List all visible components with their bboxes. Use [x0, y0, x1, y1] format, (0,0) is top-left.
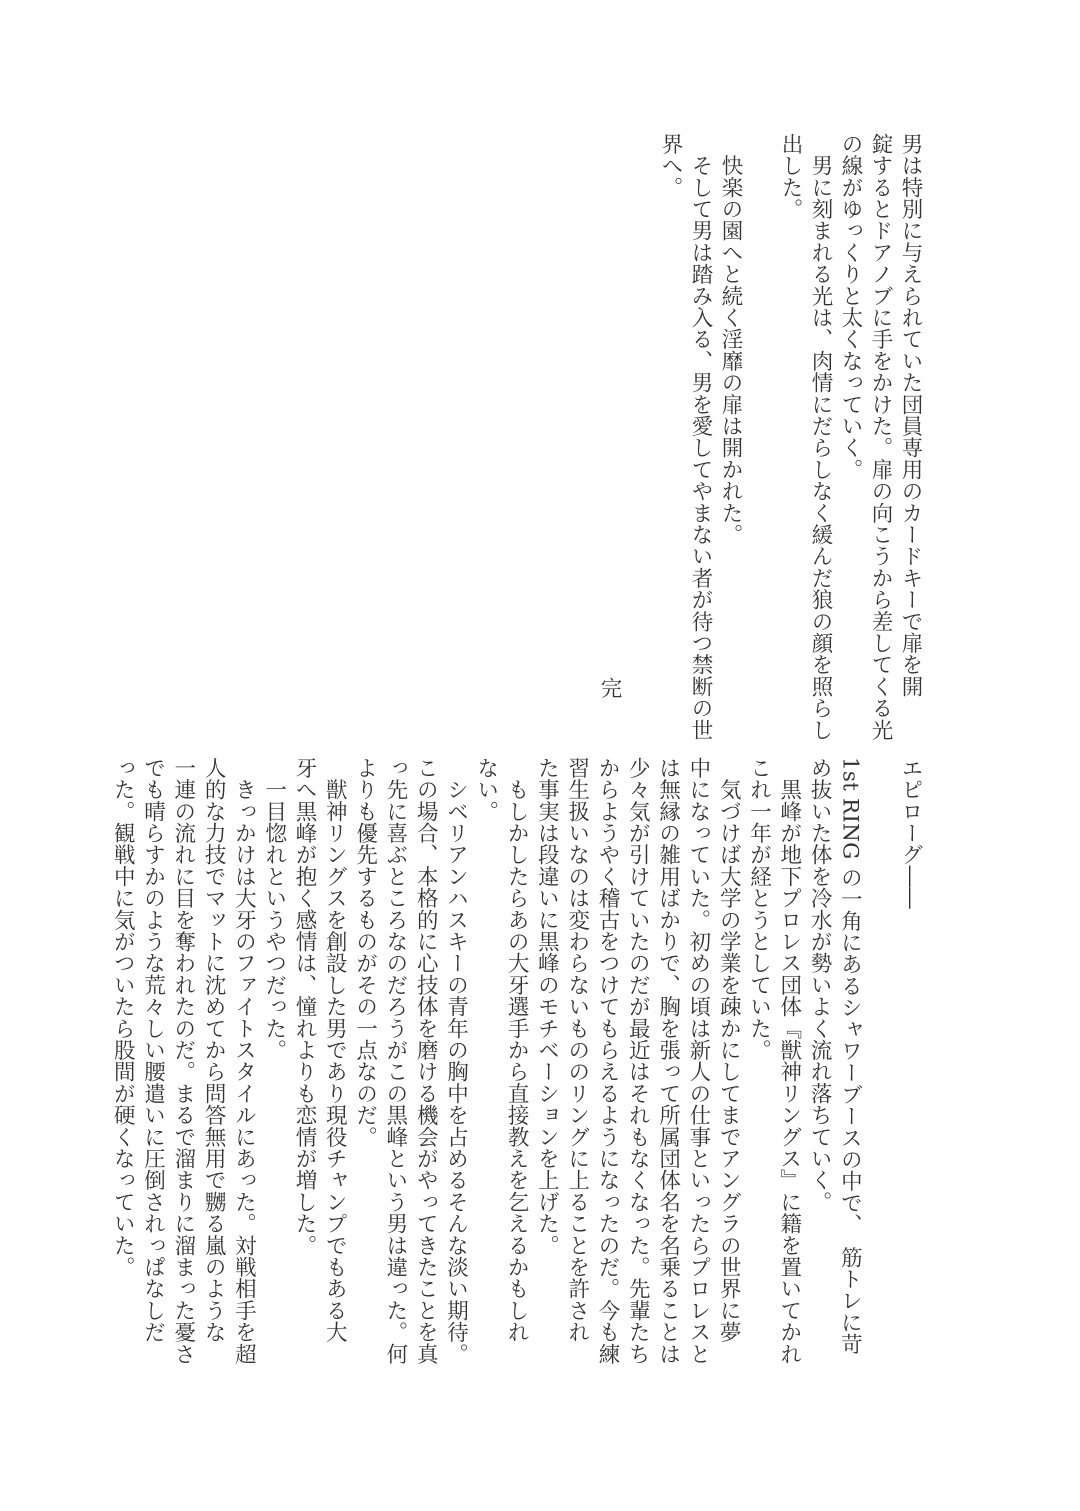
text-column: 出した。 [778, 133, 803, 220]
text-column: ない。 [473, 757, 499, 823]
text-column: の線がゆっくりと太くなっていく。 [838, 133, 863, 481]
text-column: そして男は踏み入る、男を愛してやまない者が待つ禁断の世 [688, 133, 713, 741]
text-column: は無縁の雑用ばかりで、胸を張って所属団体名を名乗ることは [655, 757, 681, 1365]
text-column: 界へ。 [658, 133, 683, 199]
text-column: もしかしたらあの大牙選手から直接教えを乞えるかもしれ [504, 757, 530, 1343]
text-column: 一連の流れに目を奪われたのだ。まるで溜まりに溜まった憂さ [170, 757, 196, 1365]
text-column: でも晴らすかのような荒々しい腰遣いに圧倒されっぱなしだ [140, 757, 166, 1343]
text-column: 男は特別に与えられていた団員専用のカードキーで扉を開 [898, 133, 923, 698]
text-column: 獣神リングスを創設した男であり現役チャンプでもある大 [322, 757, 348, 1343]
text-column: よりも優先するものがその一点なのだ。 [352, 757, 378, 1148]
text-column: た事実は段違いに黒峰のモチベーションを上げた。 [534, 757, 560, 1257]
text-column: 錠するとドアノブに手をかけた。扉の向こうから差してくる光 [868, 133, 893, 741]
text-column: からようやく稽古をつけてもらえるようになったのだ。今も練 [595, 757, 620, 1365]
text-column: 快楽の園へと続く淫靡の扉は開かれた。 [718, 133, 743, 546]
text-column: 習生扱いなのは変わらないもののリングに上ることを許され [564, 757, 590, 1343]
text-column: これ一年が経とうとしていた。 [746, 757, 772, 1061]
text-column: 男に刻まれる光は、肉情にだらしなく緩んだ狼の顔を照らし [808, 133, 833, 741]
text-column: この場合、本格的に心技体を磨ける機会がやってきたことを真 [413, 757, 439, 1365]
text-column: 人的な力技でマットに沈めてから問答無用で嬲る嵐のような [201, 757, 227, 1343]
text-column: エピローグ―― [898, 757, 923, 909]
text-column: 1st RING の一角にあるシャワーブースの中で、 筋トレに苛 [837, 757, 863, 1355]
text-column: 黒峰が地下プロレス団体『獣神リングス』に籍を置いてかれ [776, 757, 802, 1365]
text-column: 気づけば大学の学業を疎かにしてまでアングラの世界に夢 [716, 757, 742, 1343]
text-column: 一目惚れというやつだった。 [261, 757, 287, 1061]
text-column: 少々気が引けていたのだが最近はそれもなくなった。先輩たち [625, 757, 651, 1365]
text-column: った。観戦中に気がついたら股間が硬くなっていた。 [110, 757, 136, 1278]
text-column: め抜いた体を冷水が勢いよく流れ落ちていく。 [807, 757, 833, 1213]
text-column: シベリアンハスキーの青年の胸中を占めるそんな淡い期待。 [443, 757, 469, 1365]
text-column: きっかけは大牙のファイトスタイルにあった。対戦相手を超 [231, 757, 257, 1365]
text-column: っ先に喜ぶところなのだろうがこの黒峰という男は違った。何 [382, 757, 408, 1365]
end-mark: 完 [597, 677, 622, 699]
text-column: 中になっていた。初めの頃は新人の仕事といったらプロレスと [685, 757, 711, 1365]
text-column: 牙へ黒峰が抱く感情は、憧れよりも恋情が増した。 [292, 757, 317, 1257]
